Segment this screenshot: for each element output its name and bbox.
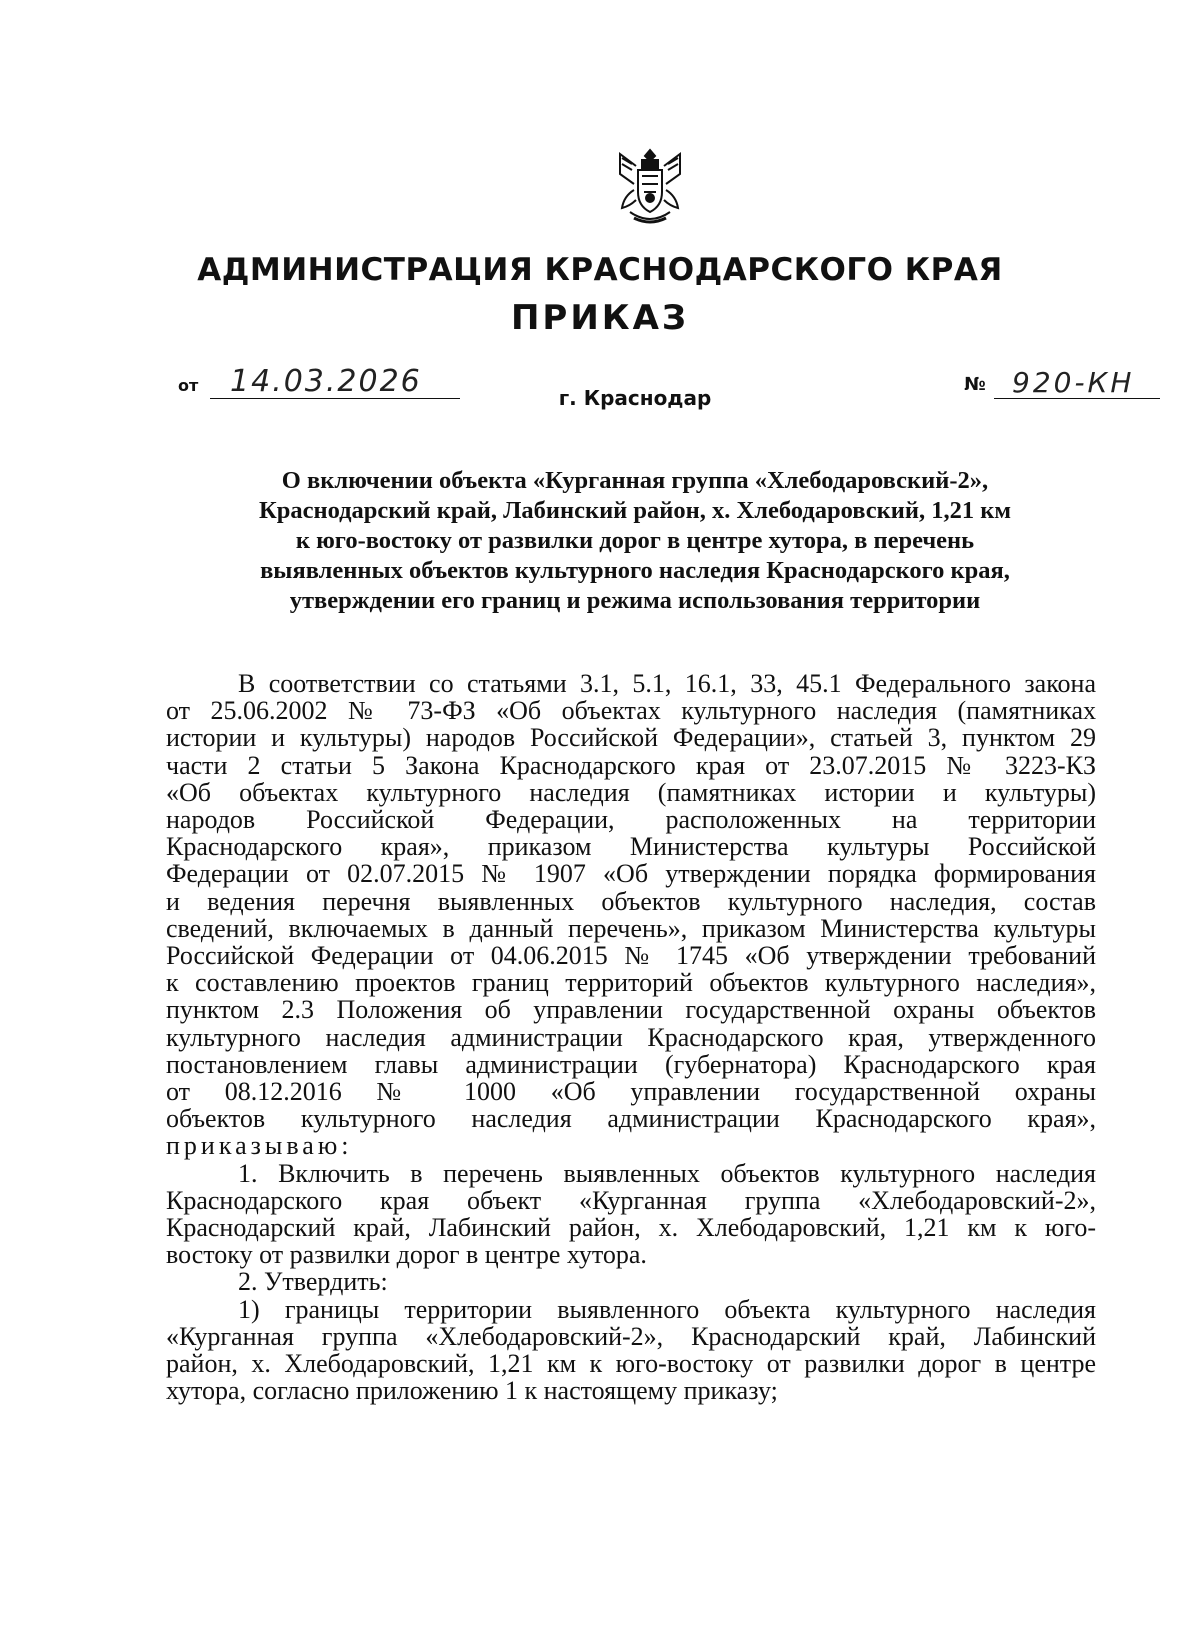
heading-line: О включении объекта «Курганная группа «Хлебодаровский-2», <box>281 467 989 494</box>
date-prefix: от <box>178 376 199 395</box>
body-line: Российской Федерации от 04.06.2015 № 1745 «Об утверждении требований <box>166 941 1096 971</box>
coat-of-arms-emblem <box>612 146 688 228</box>
body-line: части 2 статьи 5 Закона Краснодарского края от 23.07.2015 № 3223-КЗ <box>166 750 1096 780</box>
body-line: район, х. Хлебодаровский, 1,21 км к юго-востоку от развилки дорог в центре <box>166 1349 1096 1379</box>
handwritten-date: 14.03.2026 <box>230 364 422 399</box>
body-line: постановлением главы администрации (губернатора) Краснодарского края <box>166 1049 1096 1079</box>
body-line: к составлению проектов границ территорий объектов культурного наследия», <box>166 968 1096 998</box>
heading-line: выявленных объектов культурного наследия Краснодарского края, <box>260 557 1010 584</box>
body-line: пунктом 2.3 Положения об управлении государственной охраны объектов <box>166 995 1096 1025</box>
body-line: востоку от развилки дорог в центре хутора. <box>166 1240 647 1270</box>
body-line-order-word: приказываю: <box>166 1131 353 1161</box>
body-line: Краснодарского края», приказом Министерства культуры Российской <box>166 832 1096 862</box>
organization-title: АДМИНИСТРАЦИЯ КРАСНОДАРСКОГО КРАЯ <box>197 252 1003 288</box>
body-line: культурного наследия администрации Краснодарского края, утвержденного <box>166 1022 1096 1052</box>
order-heading <box>170 466 1100 616</box>
heading-line: Краснодарский край, Лабинский район, х. Хлебодаровский, 1,21 км <box>258 497 1012 524</box>
heading-line: к юго-востоку от развилки дорог в центре хутора, в перечень <box>295 527 975 554</box>
body-line: сведений, включаемых в данный перечень», приказом Министерства культуры <box>166 913 1096 943</box>
body-line: народов Российской Федерации, расположенных на территории <box>166 805 1096 835</box>
body-line: хутора, согласно приложению 1 к настоящему приказу; <box>166 1376 778 1406</box>
body-line: истории и культуры) народов Российской Федерации», статьей 3, пунктом 29 <box>166 723 1096 753</box>
body-line: объектов культурного наследия администрации Краснодарского края», <box>166 1104 1096 1134</box>
body-line: 1) границы территории выявленного объекта культурного наследия <box>238 1294 1096 1324</box>
body-line: «Об объектах культурного наследия (памятниках истории и культуры) <box>166 777 1096 807</box>
body-line: Краснодарского края объект «Курганная группа «Хлебодаровский-2», <box>166 1185 1096 1215</box>
body-line: 1. Включить в перечень выявленных объектов культурного наследия <box>238 1158 1096 1188</box>
body-line: Федерации от 02.07.2015 № 1907 «Об утверждении порядка формирования <box>166 859 1096 889</box>
heading-line: утверждении его границ и режима использования территории <box>289 587 981 614</box>
body-line: В соответствии со статьями 3.1, 5.1, 16.1, 33, 45.1 Федерального закона <box>238 669 1096 698</box>
number-prefix: № <box>964 374 986 395</box>
body-line: от 25.06.2002 № 73-ФЗ «Об объектах культурного наследия (памятниках <box>166 696 1096 726</box>
body-line: Краснодарский край, Лабинский район, х. Хлебодаровский, 1,21 км к юго- <box>166 1213 1096 1243</box>
body-line: 2. Утвердить: <box>238 1267 388 1297</box>
city-name: г. Краснодар <box>558 386 712 410</box>
handwritten-number: 920-КН <box>1012 366 1135 399</box>
body-line: и ведения перечня выявленных объектов культурного наследия, состав <box>166 886 1096 916</box>
document-type: ПРИКАЗ <box>510 298 690 338</box>
body-line: «Курганная группа «Хлебодаровский-2», Краснодарский край, Лабинский <box>166 1321 1096 1351</box>
order-body <box>166 670 1096 1404</box>
body-line: от 08.12.2016 № 1000 «Об управлении государственной охраны <box>166 1077 1096 1107</box>
